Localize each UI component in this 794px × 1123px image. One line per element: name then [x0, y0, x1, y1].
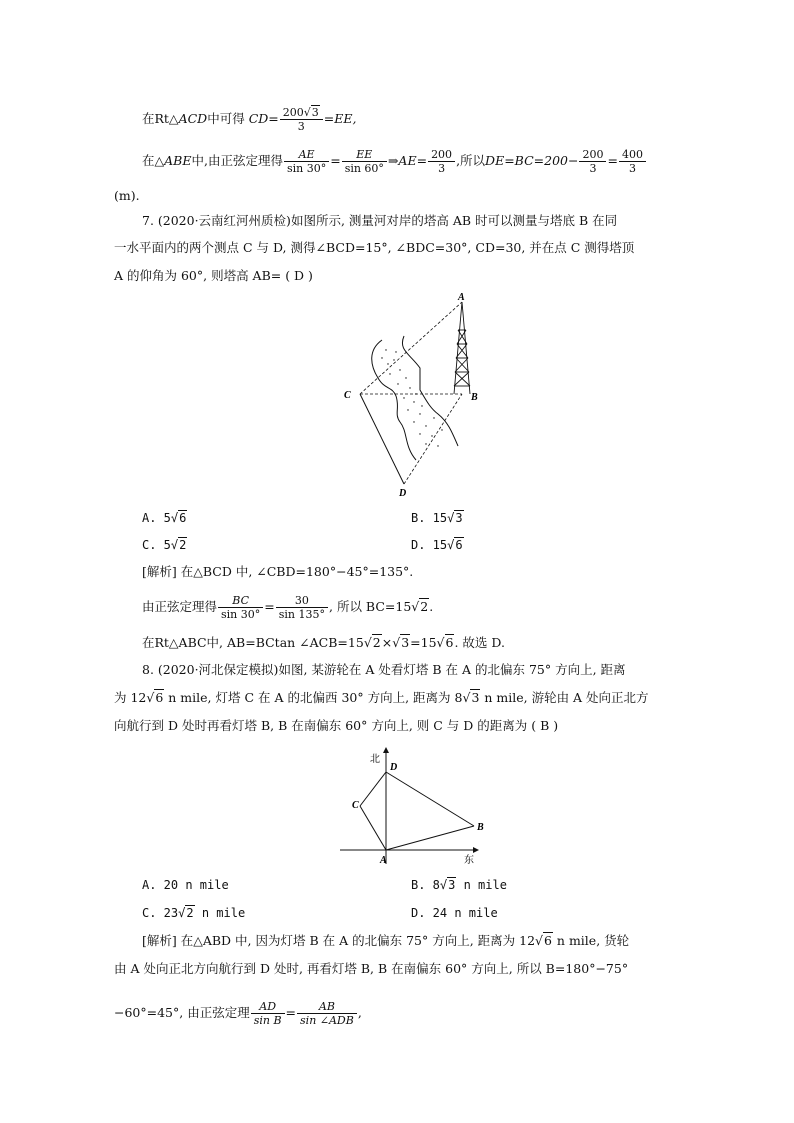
- q7-line3: A 的仰角为 60°, 则塔高 AB= ( D ): [114, 268, 313, 283]
- result-fraction: $\frac{400}{3}$: [619, 148, 646, 175]
- label-C: C: [352, 800, 359, 811]
- river-bank-right: [402, 336, 458, 446]
- tower-icon: [454, 302, 470, 394]
- q8-solution-line1: [解析] 在△ABD 中, 因为灯塔 B 在 A 的北偏东 75° 方向上, 距离为 12√6 n mile, 货轮: [142, 933, 630, 948]
- q8-solution-line3: −60°=45°, 由正弦定理 $\frac{AD}{\text{sin B}}$ = $\frac{AB}{\text{sin ∠ADB}}$ ,: [114, 1000, 362, 1027]
- q8-line1: 8. (2020·河北保定模拟)如图, 某游轮在 A 处看灯塔 B 在 A 的北偏东 75° 方向上, 距离: [142, 662, 626, 677]
- label-A: A: [458, 292, 465, 303]
- ae-value-fraction: $\frac{200}{3}$: [428, 148, 455, 175]
- label-B: B: [471, 392, 478, 403]
- block1-line2: 在△ABE中,由正弦定理得 $\frac{AE}{\sin 30^\circ}$ = $\frac{EE}{\sin 60^\circ}$ ⇒AE= $\frac{200}{3}$ ,所以DE=BC=200− $\frac{200}{3}$ = $\frac{400}{3}$: [142, 148, 647, 175]
- q7-solution-line2: 由正弦定理得 $\frac{BC}{\sin 30^\circ}$ = $\frac{30}{\sin 135^\circ}$ , 所以 BC=15√2.: [142, 594, 434, 621]
- 30-sin135-fraction: $\frac{30}{\sin 135^\circ}$: [276, 594, 328, 621]
- label-D: D: [390, 762, 398, 773]
- ad-sinb-fraction: $\frac{AD}{\text{sin B}}$: [251, 1000, 285, 1027]
- minus-fraction: $\frac{200}{3}$: [579, 148, 606, 175]
- block1-unit: (m).: [114, 188, 140, 203]
- label-D: D: [399, 488, 407, 499]
- q8-bearing-figure: [330, 742, 490, 866]
- q8-line3: 向航行到 D 处时再看灯塔 B, B 在南偏东 60° 方向上, 则 C 与 D 的距离为 ( B ): [114, 718, 559, 733]
- q8-option-d[interactable]: D. 24 n mile: [411, 906, 498, 920]
- ab-sinadb-fraction: $\frac{AB}{\text{sin ∠ADB}}$: [297, 1000, 357, 1027]
- q7-option-d[interactable]: D. 15√6: [411, 538, 463, 552]
- bc-sin30-fraction: $\frac{BC}{\sin 30^\circ}$: [218, 594, 263, 621]
- block1-line1: 在Rt△ACD中可得 CD= $\frac{200√3}{3}$ =EE,: [142, 106, 357, 133]
- cd-fraction: $\frac{200√3}{3}$: [280, 106, 323, 133]
- label-C: C: [344, 390, 351, 401]
- q7-solution-line3: 在Rt△ABC中, AB=BCtan ∠ACB=15√2×√3=15√6. 故选 D.: [142, 635, 505, 650]
- label-B: B: [477, 822, 484, 833]
- q7-line1: 7. (2020·云南红河州质检)如图所示, 测量河对岸的塔高 AB 时可以测量与塔底 B 在同: [142, 213, 618, 228]
- q7-option-c[interactable]: C. 5√2: [142, 538, 187, 552]
- q7-option-b[interactable]: B. 15√3: [411, 511, 463, 525]
- river-bank-left: [372, 340, 416, 460]
- q7-line2: 一水平面内的两个测点 C 与 D, 测得∠BCD=15°, ∠BDC=30°, CD=30, 并在点 C 测得塔顶: [114, 240, 635, 255]
- q8-option-b[interactable]: B. 8√3 n mile: [411, 878, 507, 892]
- q7-solution-line1: [解析] 在△BCD 中, ∠CBD=180°−45°=135°.: [142, 564, 414, 579]
- q7-option-a[interactable]: A. 5√6: [142, 511, 187, 525]
- ee-sin60-fraction: $\frac{EE}{\sin 60^\circ}$: [342, 148, 387, 175]
- label-A: A: [380, 855, 387, 866]
- north-label: 北: [370, 754, 380, 765]
- river-stipple: [381, 349, 442, 446]
- q8-option-a[interactable]: A. 20 n mile: [142, 878, 229, 892]
- q7-river-tower-figure: [330, 290, 500, 500]
- q8-option-c[interactable]: C. 23√2 n mile: [142, 906, 246, 920]
- east-label: 东: [464, 855, 474, 866]
- ae-sin30-fraction: $\frac{AE}{\sin 30^\circ}$: [284, 148, 329, 175]
- q8-line2: 为 12√6 n mile, 灯塔 C 在 A 的北偏西 30° 方向上, 距离为 8√3 n mile, 游轮由 A 处向正北方: [114, 690, 649, 705]
- q8-solution-line2: 由 A 处向正北方向航行到 D 处时, 再看灯塔 B, B 在南偏东 60° 方向上, 所以 B=180°−75°: [114, 961, 629, 976]
